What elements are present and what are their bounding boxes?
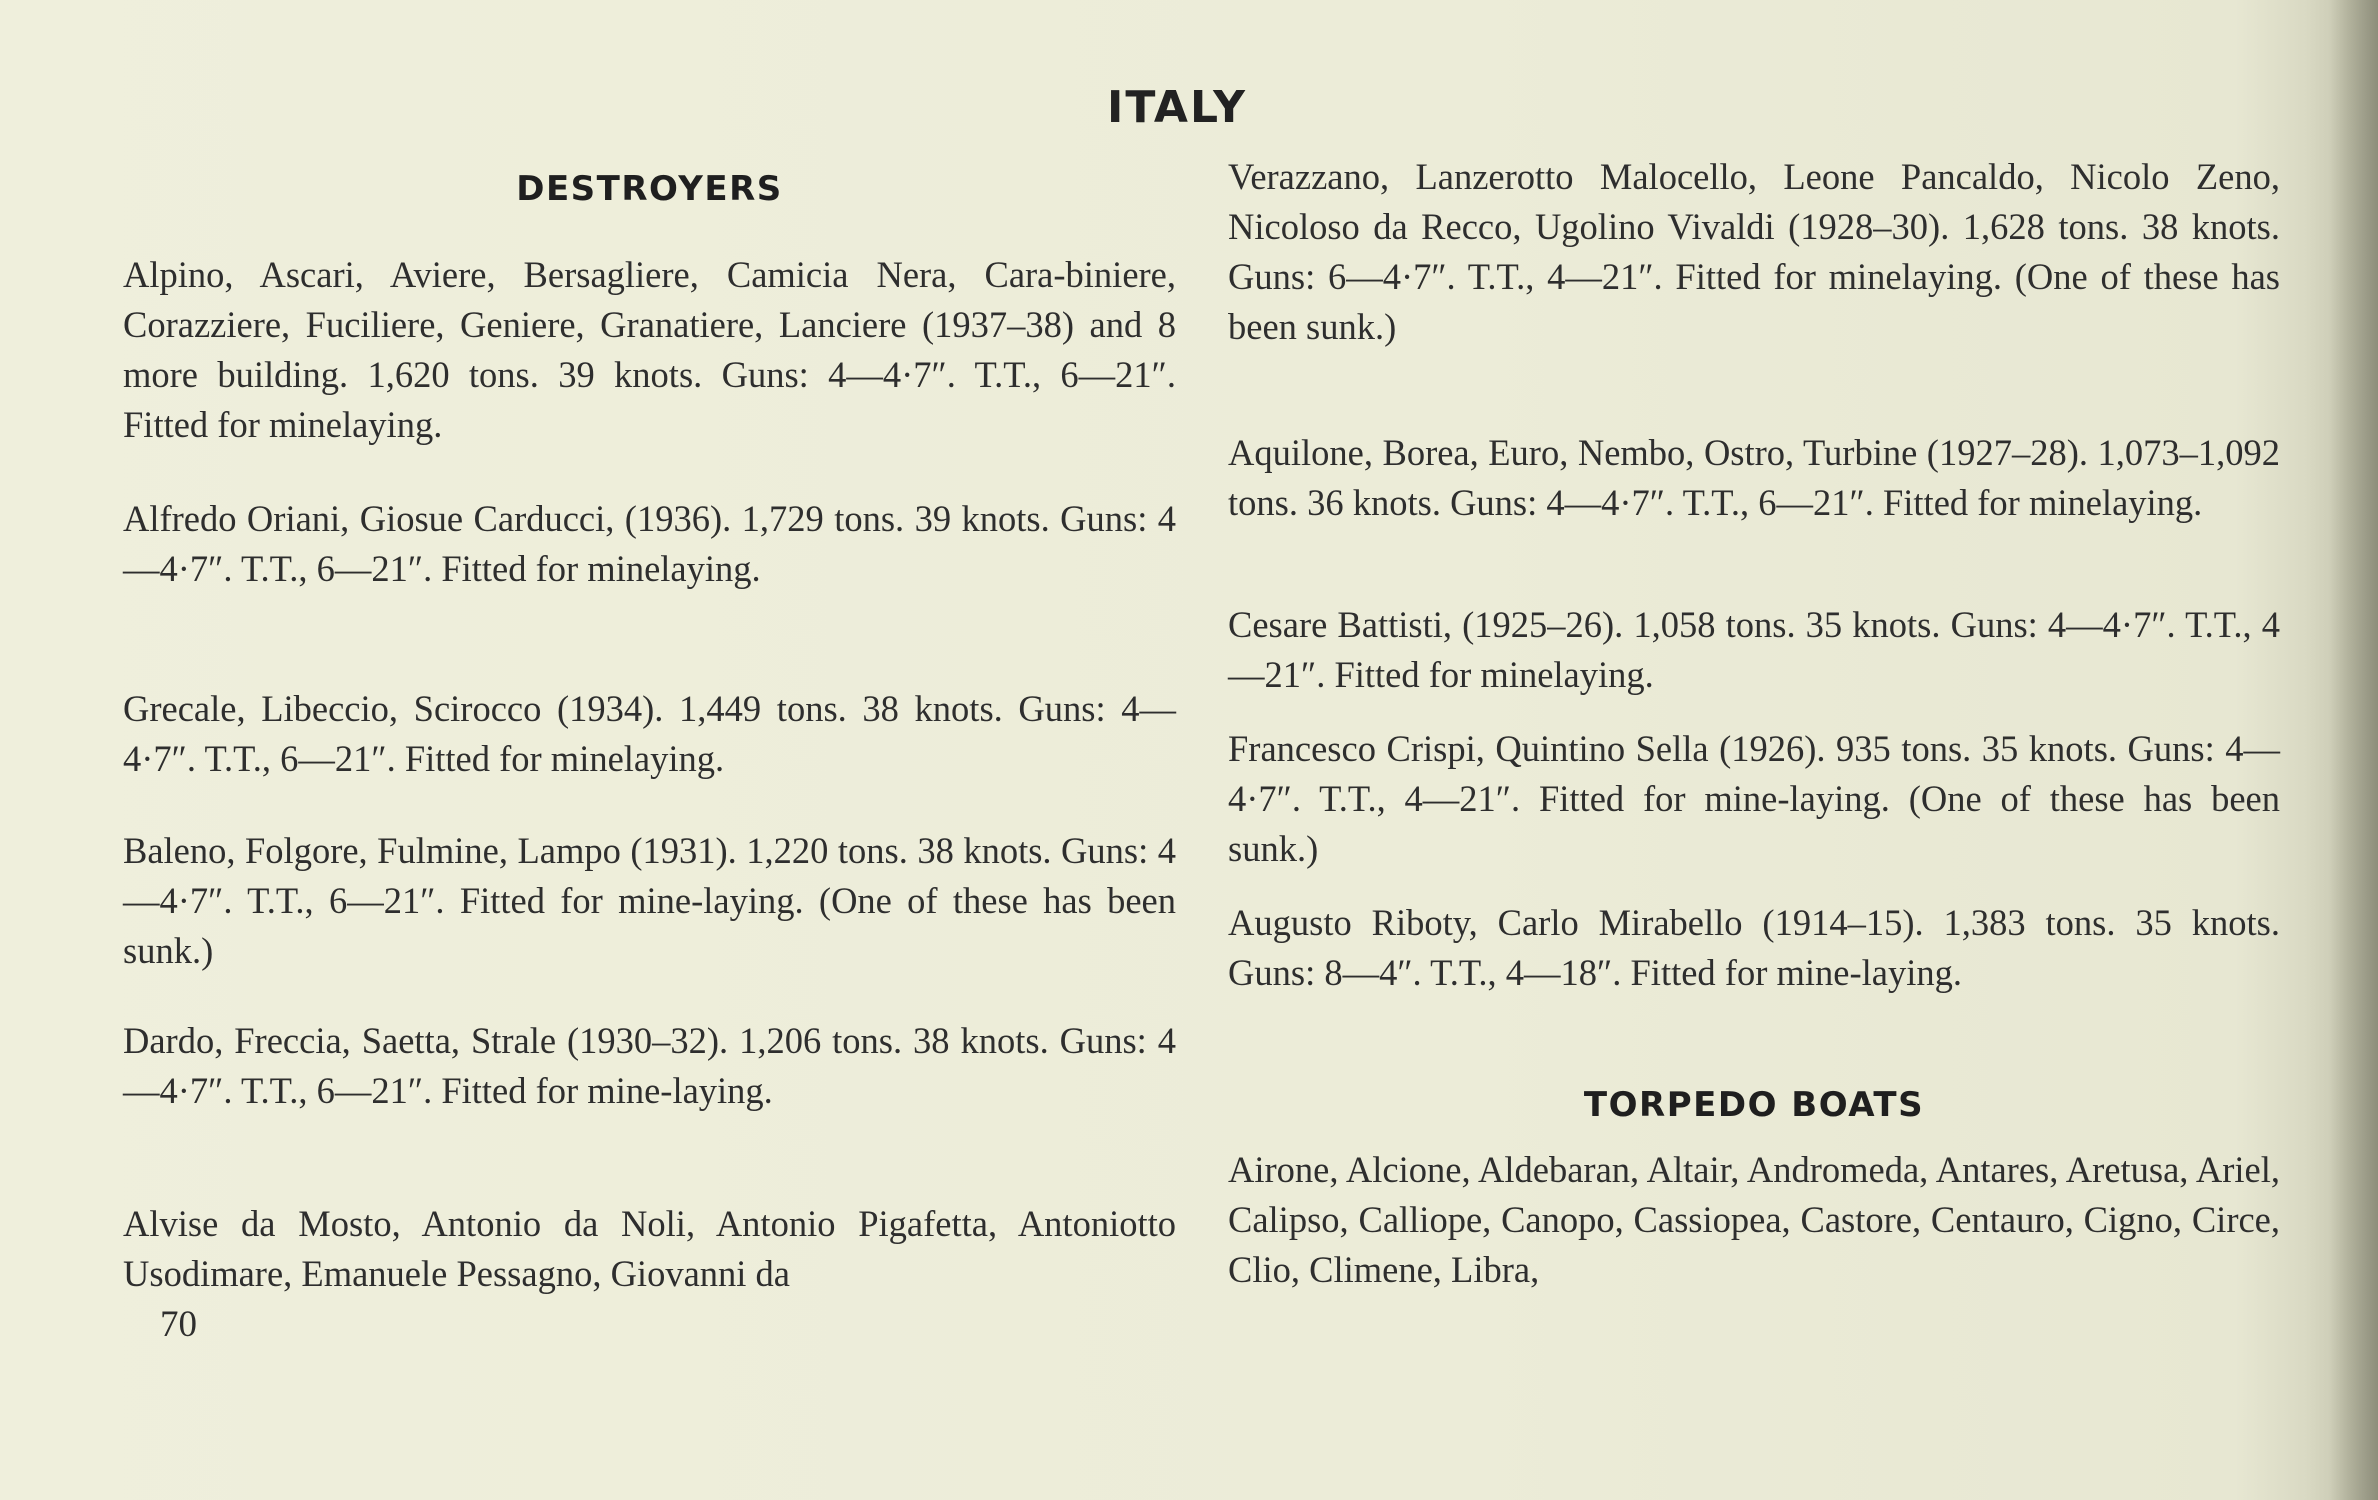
ship-entry: Grecale, Libeccio, Scirocco (1934). 1,449 tons. 38 knots. Guns: 4—4·7″. T.T., 6—21″. Fitted for minelaying. bbox=[123, 688, 1176, 779]
ship-entry: Airone, Alcione, Aldebaran, Altair, Andromeda, Antares, Aretusa, Ariel, Calipso, Calliope, Canopo, Cassiopea, Castore, Centauro, Cigno, Circe, Clio, Climene, Libra, bbox=[1228, 1149, 2280, 1290]
running-head-text: ITALY bbox=[1106, 82, 1248, 133]
ship-entry: Augusto Riboty, Carlo Mirabello (1914–15). 1,383 tons. 35 knots. Guns: 8—4″. T.T., 4—18″. Fitted for mine-laying. bbox=[1228, 902, 2280, 993]
ship-entry: Alpino, Ascari, Aviere, Bersagliere, Camicia Nera, Cara-biniere, Corazziere, Fuciliere, Geniere, Granatiere, Lanciere (1937–38) and 8 more building. 1,620 tons. 39 knots. Guns: 4—4·7″. T.T., 6—21″. Fitted for minelaying. bbox=[123, 254, 1176, 445]
section-heading-destroyers: DESTROYERS bbox=[516, 169, 783, 209]
ship-entry: Francesco Crispi, Quintino Sella (1926). 935 tons. 35 knots. Guns: 4—4·7″. T.T., 4—21″. Fitted for mine-laying. (One of these has been sunk.) bbox=[1228, 728, 2280, 869]
page-number: 70 bbox=[160, 1304, 197, 1345]
running-head bbox=[0, 82, 2378, 133]
ship-entry: Dardo, Freccia, Saetta, Strale (1930–32). 1,206 tons. 38 knots. Guns: 4—4·7″. T.T., 6—21″. Fitted for mine-laying. bbox=[123, 1020, 1176, 1111]
page-edge-shadow bbox=[2330, 0, 2378, 1500]
ship-entry: Aquilone, Borea, Euro, Nembo, Ostro, Turbine (1927–28). 1,073–1,092 tons. 36 knots. Guns: 4—4·7″. T.T., 6—21″. Fitted for minelaying. bbox=[1228, 432, 2280, 523]
ship-entry: Alfredo Oriani, Giosue Carducci, (1936). 1,729 tons. 39 knots. Guns: 4—4·7″. T.T., 6—21″. Fitted for minelaying. bbox=[123, 498, 1176, 589]
ship-entry: Verazzano, Lanzerotto Malocello, Leone Pancaldo, Nicolo Zeno, Nicoloso da Recco, Ugolino Vivaldi (1928–30). 1,628 tons. 38 knots. Guns: 6—4·7″. T.T., 4—21″. Fitted for minelaying. (One of these has been sunk.) bbox=[1228, 156, 2280, 347]
ship-entry: Alvise da Mosto, Antonio da Noli, Antonio Pigafetta, Antoniotto Usodimare, Emanuele Pessagno, Giovanni da bbox=[123, 1203, 1176, 1294]
ship-entry: Cesare Battisti, (1925–26). 1,058 tons. 35 knots. Guns: 4—4·7″. T.T., 4—21″. Fitted for minelaying. bbox=[1228, 604, 2280, 695]
section-heading-torpedo-boats: TORPEDO BOATS bbox=[1583, 1085, 1925, 1125]
ship-entry: Baleno, Folgore, Fulmine, Lampo (1931). 1,220 tons. 38 knots. Guns: 4—4·7″. T.T., 6—21″. Fitted for mine-laying. (One of these has been sunk.) bbox=[123, 830, 1176, 971]
